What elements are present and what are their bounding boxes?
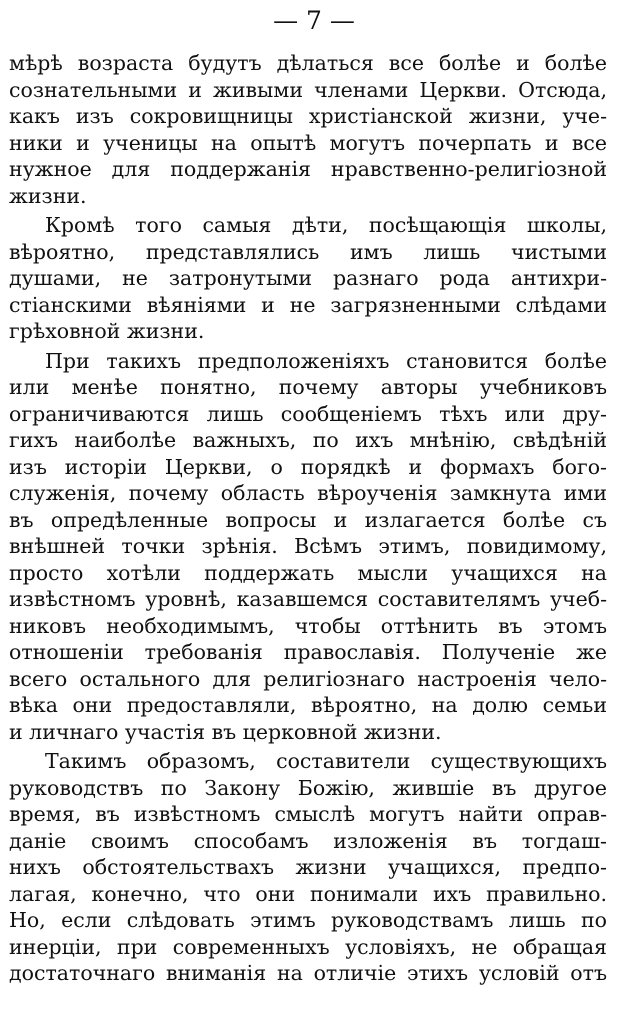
- text-line: вѣроятно, представлялись имъ лишь чистыми: [9, 239, 607, 264]
- text-line: достаточнаго вниманія на отличіе этихъ условій отъ: [9, 961, 607, 985]
- text-line: мѣрѣ возраста будутъ дѣлаться все болѣе и болѣе: [9, 51, 607, 75]
- text-line: Кромѣ того самыя дѣти, посѣщающія школы,: [45, 213, 607, 237]
- text-line: гихъ наиболѣе важныхъ, по ихъ мнѣнію, свѣдѣній: [9, 428, 607, 452]
- text-line: ники и ученицы на опытѣ могутъ почерпать и все: [9, 130, 607, 155]
- text-line: При такихъ предположеніяхъ становится болѣе: [45, 348, 607, 373]
- text-line: вѣка они предоставляли, вѣроятно, на долю семьи: [9, 693, 607, 717]
- text-line: и личнаго участія въ церковной жизни.: [9, 719, 442, 744]
- text-line: время, въ извѣстномъ смыслѣ могутъ найти оправ-: [9, 802, 607, 826]
- text-line: нужное для поддержанія нравственно-религіозной: [9, 157, 607, 181]
- text-line: или менѣе понятно, почему авторы учебниковъ: [9, 375, 607, 399]
- text-line: ограничиваются лишь сообщеніемъ тѣхъ или дру-: [9, 401, 607, 426]
- text-line: внѣшней точки зрѣнія. Всѣмъ этимъ, повидимому,: [9, 534, 607, 558]
- text-line: извѣстномъ уровнѣ, казавшемся составителямъ учеб-: [9, 587, 607, 611]
- text-line: всего остального для религіознаго настроенія чело-: [9, 666, 607, 691]
- page-number: — 7 —: [273, 6, 355, 35]
- text-line: нихъ обстоятельствахъ жизни учащихся, предпо-: [9, 855, 607, 879]
- text-line: какъ изъ сокровищницы христіанской жизни, уче-: [9, 104, 607, 128]
- text-line: изъ исторіи Церкви, о порядкѣ и формахъ бого-: [9, 454, 607, 479]
- text-line: Но, если слѣдовать этимъ руководствамъ лишь по: [9, 908, 607, 932]
- text-line: жизни.: [9, 183, 87, 208]
- text-line: инерціи, при современныхъ условіяхъ, не обращая: [9, 934, 607, 959]
- text-line: даніе своимъ способамъ изложенія въ тогдаш-: [9, 828, 607, 853]
- text-line: грѣховной жизни.: [9, 319, 205, 343]
- text-line: душами, не затронутыми разнаго рода антихри-: [9, 266, 607, 290]
- text-line: отношеніи требованія православія. Полученіе же: [9, 640, 607, 664]
- text-line: Такимъ образомъ, составители существующихъ: [45, 749, 607, 773]
- paragraph-2: [9, 212, 607, 345]
- text-line: лагая, конечно, что они понимали ихъ правильно.: [9, 881, 607, 906]
- text-line: стіанскими вѣяніями и не загрязненными слѣдами: [9, 292, 607, 317]
- paragraph-4: [9, 748, 607, 987]
- text-line: руководствъ по Закону Божію, жившіе въ другое: [9, 775, 607, 800]
- text-line: просто хотѣли поддержать мысли учащихся на: [9, 560, 607, 585]
- text-line: въ опредѣленные вопросы и излагается болѣе съ: [9, 507, 607, 532]
- paragraph-3: [9, 348, 607, 746]
- paragraph-1: [9, 50, 607, 209]
- text-line: служенія, почему область вѣроученія замкнута ими: [9, 481, 607, 505]
- body-text: [9, 50, 607, 987]
- text-line: никовъ необходимымъ, чтобы оттѣнить въ этомъ: [9, 613, 607, 638]
- text-line: сознательными и живыми членами Церкви. Отсюда,: [9, 77, 607, 102]
